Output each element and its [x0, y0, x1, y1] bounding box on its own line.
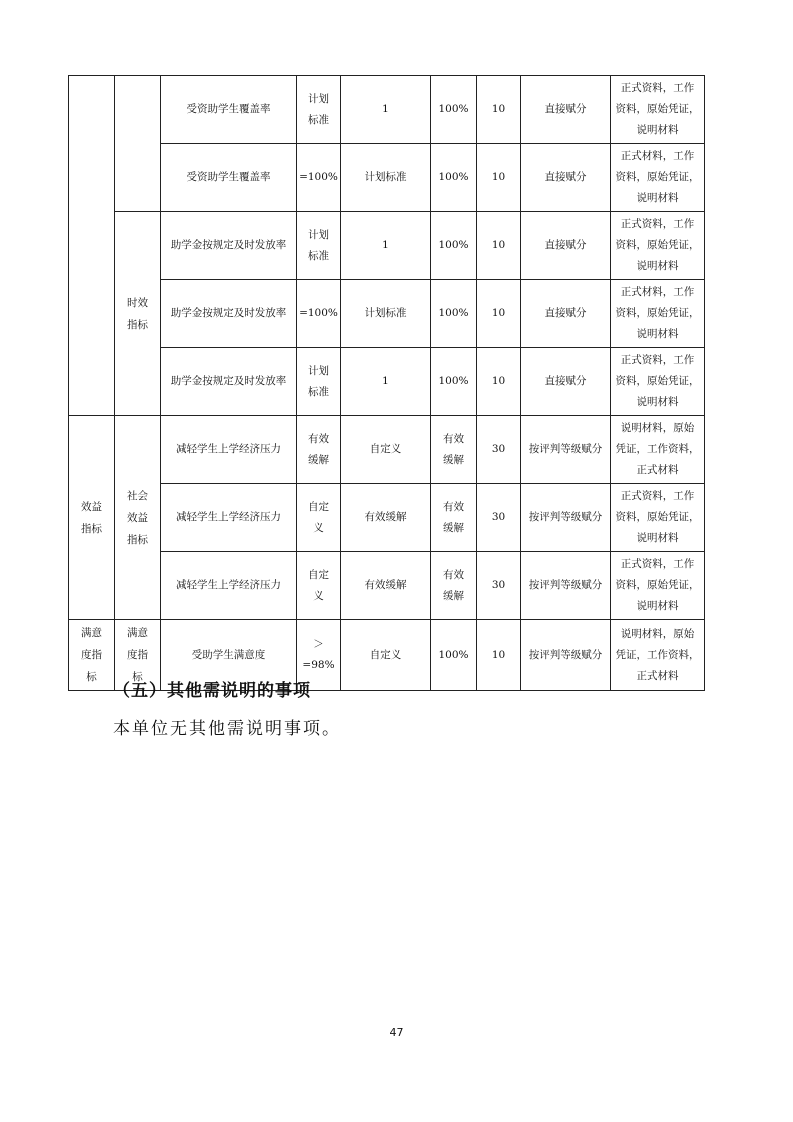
- level1-indicator-cell: [69, 76, 115, 416]
- indicator-name-cell: 受资助学生覆盖率: [161, 76, 297, 144]
- score-cell: 10: [477, 144, 521, 212]
- score-cell: 30: [477, 484, 521, 552]
- scoring-method-cell: 直接赋分: [521, 144, 611, 212]
- indicator-name-cell: 减轻学生上学经济压力: [161, 416, 297, 484]
- table-row: [69, 212, 705, 280]
- planned-value-cell: 自定 义: [297, 552, 341, 620]
- target-cell: 100%: [431, 144, 477, 212]
- evidence-basis-cell: 正式材料，工作 资料，原始凭证， 说明材料: [611, 144, 705, 212]
- evidence-basis-cell: 说明材料，原始 凭证，工作资料， 正式材料: [611, 620, 705, 691]
- timeliness-indicator-cell: 时效 指标: [115, 212, 161, 416]
- score-cell: 10: [477, 280, 521, 348]
- target-cell: 有效 缓解: [431, 552, 477, 620]
- table-row: [69, 280, 705, 348]
- target-cell: 有效 缓解: [431, 484, 477, 552]
- evidence-basis-cell: 正式资料，工作 资料，原始凭证， 说明材料: [611, 348, 705, 416]
- actual-value-cell: 自定义: [341, 620, 431, 691]
- table-row: [69, 76, 705, 144]
- actual-value-cell: 计划标准: [341, 280, 431, 348]
- score-cell: 10: [477, 212, 521, 280]
- page-number: 47: [389, 1026, 404, 1039]
- table-row: [69, 484, 705, 552]
- table-row: [69, 348, 705, 416]
- actual-value-cell: 有效缓解: [341, 484, 431, 552]
- evidence-basis-cell: 正式资料，工作 资料，原始凭证， 说明材料: [611, 212, 705, 280]
- scoring-method-cell: 直接赋分: [521, 348, 611, 416]
- evidence-basis-cell: 正式资料，工作 资料，原始凭证， 说明材料: [611, 552, 705, 620]
- scoring-method-cell: 按评判等级赋分: [521, 484, 611, 552]
- indicator-name-cell: 减轻学生上学经济压力: [161, 484, 297, 552]
- evidence-basis-cell: 正式资料，工作 资料，原始凭证， 说明材料: [611, 76, 705, 144]
- evidence-basis-cell: 说明材料，原始 凭证，工作资料， 正式材料: [611, 416, 705, 484]
- evidence-basis-cell: 正式材料，工作 资料，原始凭证， 说明材料: [611, 280, 705, 348]
- indicator-name-cell: 助学金按规定及时发放率: [161, 280, 297, 348]
- target-cell: 有效 缓解: [431, 416, 477, 484]
- planned-value-cell: 自定 义: [297, 484, 341, 552]
- actual-value-cell: 有效缓解: [341, 552, 431, 620]
- table-row: [69, 416, 705, 484]
- planned-value-cell: ＞ =98%: [297, 620, 341, 691]
- social-benefit-indicator-cell: 社会 效益 指标: [115, 416, 161, 620]
- indicator-name-cell: 受资助学生覆盖率: [161, 144, 297, 212]
- indicator-name-cell: 助学金按规定及时发放率: [161, 348, 297, 416]
- indicator-name-cell: 受助学生满意度: [161, 620, 297, 691]
- planned-value-cell: 计划 标准: [297, 212, 341, 280]
- planned-value-cell: =100%: [297, 280, 341, 348]
- score-cell: 30: [477, 416, 521, 484]
- planned-value-cell: 计划 标准: [297, 348, 341, 416]
- planned-value-cell: =100%: [297, 144, 341, 212]
- satisfaction-indicator-cell: 满意 度指 标: [69, 620, 115, 691]
- target-cell: 100%: [431, 620, 477, 691]
- target-cell: 100%: [431, 280, 477, 348]
- planned-value-cell: 计划 标准: [297, 76, 341, 144]
- actual-value-cell: 计划标准: [341, 144, 431, 212]
- scoring-method-cell: 按评判等级赋分: [521, 620, 611, 691]
- actual-value-cell: 自定义: [341, 416, 431, 484]
- actual-value-cell: 1: [341, 76, 431, 144]
- scoring-method-cell: 直接赋分: [521, 280, 611, 348]
- table-row: [69, 144, 705, 212]
- planned-value-cell: 有效 缓解: [297, 416, 341, 484]
- scoring-method-cell: 按评判等级赋分: [521, 552, 611, 620]
- level2-indicator-cell: [115, 76, 161, 212]
- target-cell: 100%: [431, 76, 477, 144]
- actual-value-cell: 1: [341, 348, 431, 416]
- section-heading: （五）其他需说明的事项: [113, 681, 311, 701]
- satisfaction-level2-cell: 满意 度指 标: [115, 620, 161, 691]
- score-cell: 10: [477, 76, 521, 144]
- efficiency-indicator-cell: 效益 指标: [69, 416, 115, 620]
- score-cell: 10: [477, 348, 521, 416]
- section-body: 本单位无其他需说明事项。: [113, 719, 341, 739]
- performance-indicator-table: [68, 75, 705, 691]
- target-cell: 100%: [431, 348, 477, 416]
- score-cell: 30: [477, 552, 521, 620]
- indicator-name-cell: 减轻学生上学经济压力: [161, 552, 297, 620]
- target-cell: 100%: [431, 212, 477, 280]
- scoring-method-cell: 按评判等级赋分: [521, 416, 611, 484]
- table-row: [69, 552, 705, 620]
- scoring-method-cell: 直接赋分: [521, 76, 611, 144]
- indicator-name-cell: 助学金按规定及时发放率: [161, 212, 297, 280]
- actual-value-cell: 1: [341, 212, 431, 280]
- scoring-method-cell: 直接赋分: [521, 212, 611, 280]
- score-cell: 10: [477, 620, 521, 691]
- evidence-basis-cell: 正式资料，工作 资料，原始凭证， 说明材料: [611, 484, 705, 552]
